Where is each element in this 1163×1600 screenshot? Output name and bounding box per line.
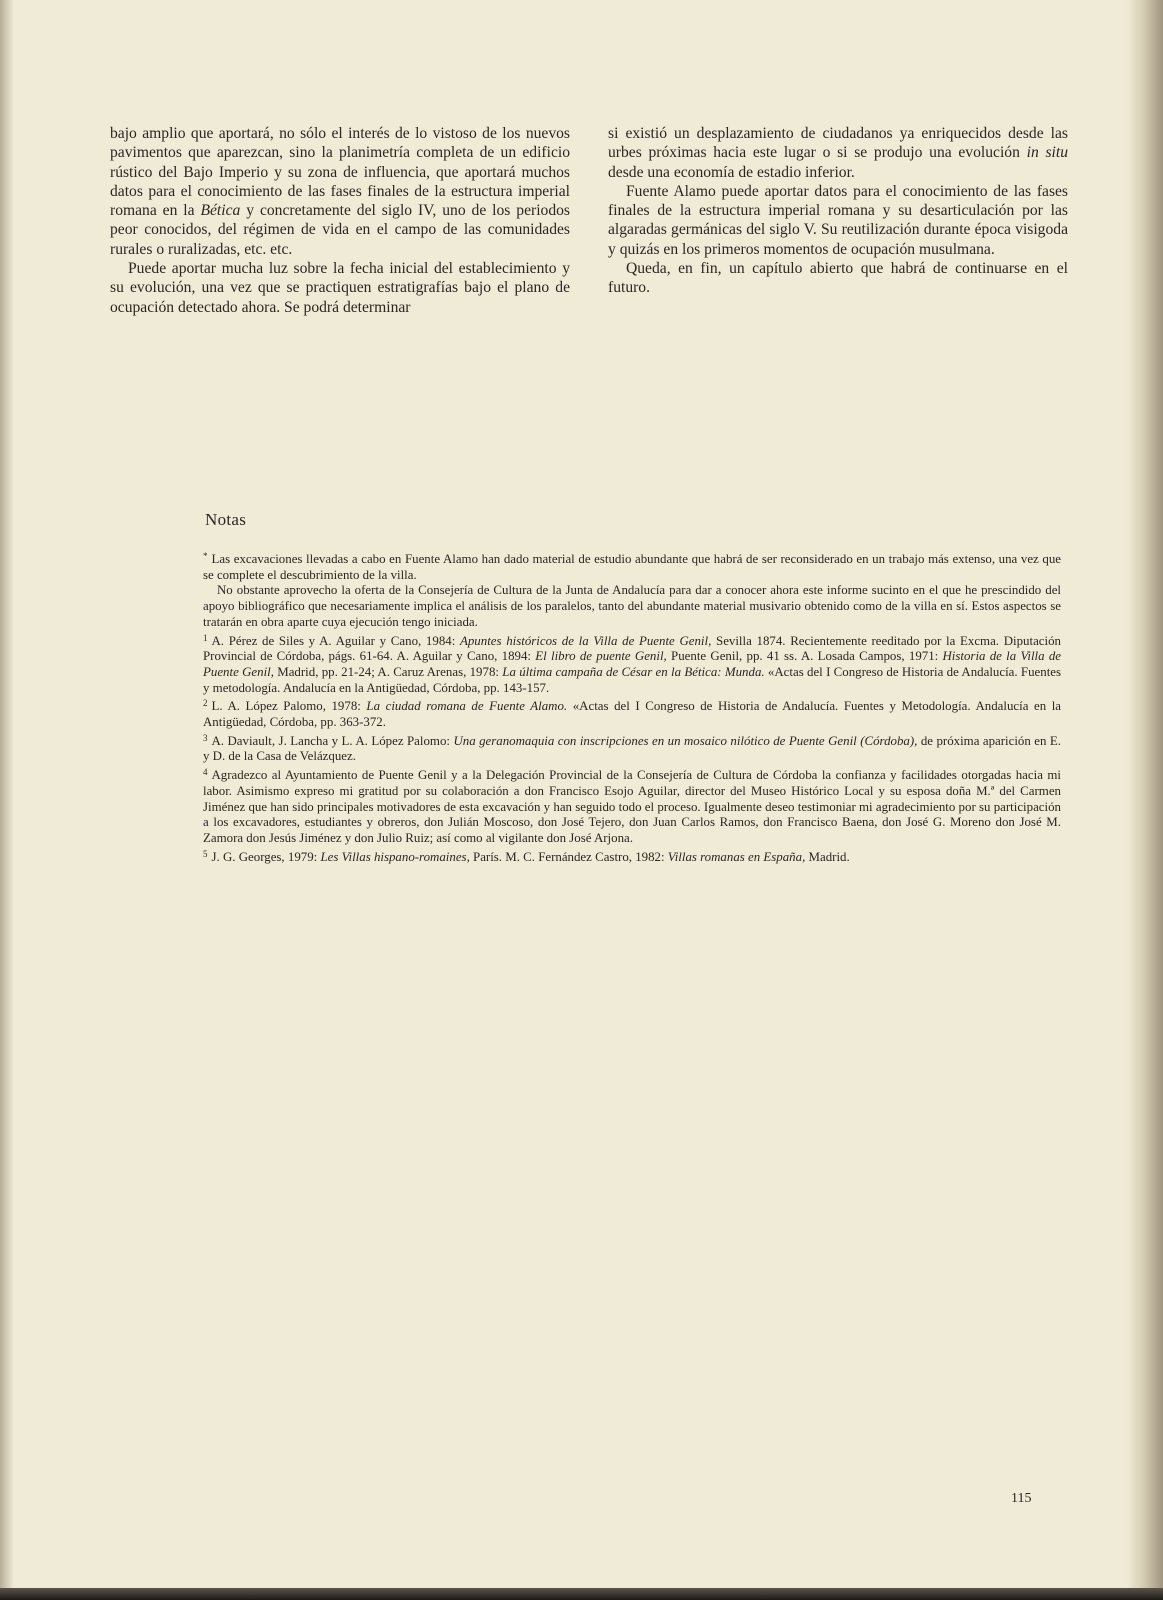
note-4: [203, 765, 1061, 847]
note-star-continuation: No obstante aprovecho la oferta de la Consejería de Cultura de la Junta de Andalucía para dar a conocer ahora este informe sucinto en el que he prescindido del apoyo bibliográfico que necesariamente implica el análisis de los paralelos, tanto del abundante material musivario obtenido como de la villa en sí. Estos aspectos se tratarán en obra aparte cuya ejecución tengo iniciada.: [203, 583, 1061, 629]
citation-title: Una geranomaquia con inscripciones en un mosaico nilótico de Puente Genil (Córdoba),: [453, 733, 918, 748]
note-text: J. G. Georges, 1979:: [211, 849, 321, 864]
text-run: bajo amplio que aportará, no sólo el interés de lo vistoso de los nuevos pavimentos que aparezcan, sino la planimetría completa de un edificio rústico del Bajo Imperio y su zona de influencia, que aportará muchos datos para el conocimiento de las fases finales de la estructura imperial romana en la: [110, 125, 570, 220]
paragraph: Puede aportar mucha luz sobre la fecha inicial del establecimiento y su evolución, una vez que se practiquen estratigrafías bajo el plano de ocupación detectado ahora. Se podrá determinar: [110, 260, 570, 316]
note-text: «Actas del I Congreso de Historia de Andalucía. Fuentes y metodología. Andalucía en la Antigüedad, Córdoba, pp. 143-157.: [203, 664, 1062, 695]
note-text: «Actas del I Congreso de Historia de Andalucía. Fuentes y Metodología. Andalucía en la Antigüedad, Córdoba, pp. 363-372.: [203, 699, 1062, 730]
note-marker: 4: [203, 767, 208, 778]
body-left-column: [110, 124, 570, 317]
note-marker: *: [203, 551, 208, 561]
citation-title: Apuntes históricos de la Villa de Puente Genil,: [459, 633, 712, 648]
text-run: y concretamente del siglo IV, uno de los periodos peor conocidos, del régimen de vida en el campo de las comunidades rurales o ruralizadas, etc. etc.: [110, 202, 570, 258]
note-3: [203, 731, 1061, 765]
citation-title: La ciudad romana de Fuente Alamo.: [366, 699, 568, 714]
note-marker: 3: [203, 732, 208, 743]
notes-section: [203, 549, 1061, 865]
note-text: de próxima aparición en E. y D. de la Casa de Velázquez.: [203, 733, 1061, 764]
italic-term: Bética: [200, 202, 241, 220]
note-text: Puente Genil, pp. 41 ss. A. Losada Campos, 1971:: [666, 649, 943, 664]
page-left-shadow: [0, 0, 14, 1600]
page-right-shadow: [1127, 0, 1163, 1600]
citation-title: Villas romanas en España,: [667, 849, 806, 864]
note-text: Madrid.: [805, 849, 850, 864]
note-1: [203, 631, 1061, 697]
citation-title: El libro de puente Genil,: [535, 649, 667, 664]
note-text: Agradezco al Ayuntamiento de Puente Genil y a la Delegación Provincial de la Consejería de Cultura de Córdoba la confianza y facilidades otorgadas hacia mi labor. Asimismo expreso mi gratitud por su colaboración a don Francisco Esojo Aguilar, director del Museo Histórico Local y su esposa doña M.ª del Carmen Jiménez que han sido principales motivadores de esta excavación y han seguido todo el proceso. Igualmente deseo testimoniar mi agradecimiento por su participación a los excavadores, estudiantes y obreros, don Julián Moscoso, don José Tejero, don Juan Carlos Ramos, don Francisco Baena, don José G. Moreno don José M. Zamora don Jesús Jiménez y don Julio Ruiz; así como al vigilante don José Arjona.: [203, 768, 1061, 845]
note-text: París. M. C. Fernández Castro, 1982:: [469, 849, 668, 864]
text-run: si existió un desplazamiento de ciudadanos ya enriquecidos desde las urbes próximas hacia este lugar o si se produjo una evolución: [608, 125, 1068, 162]
note-star: [203, 549, 1061, 583]
paragraph: [608, 124, 1068, 182]
citation-title: Historia de la Villa de Puente Genil,: [203, 649, 1061, 679]
note-text: Sevilla 1874. Recientemente reeditado por la Excma. Diputación Provincial de Córdoba, págs. 61-64. A. Aguilar y Cano, 1894:: [203, 633, 1061, 664]
note-text: A. Pérez de Siles y A. Aguilar y Cano, 1984:: [211, 633, 460, 648]
note-text: A. Daviault, J. Lancha y L. A. López Palomo:: [211, 733, 454, 748]
note-text: Madrid, pp. 21-24; A. Caruz Arenas, 1978:: [273, 664, 503, 679]
note-marker: 2: [203, 698, 208, 709]
note-text: L. A. López Palomo, 1978:: [211, 699, 367, 714]
italic-term: in situ: [1026, 144, 1068, 162]
paragraph: Queda, en fin, un capítulo abierto que habrá de continuarse en el futuro.: [608, 260, 1068, 297]
page-bottom-edge: [0, 1588, 1163, 1600]
paragraph: [110, 124, 570, 259]
body-right-column: [608, 124, 1068, 298]
note-2: [203, 696, 1061, 730]
note-marker: 5: [203, 848, 208, 859]
notes-heading: Notas: [205, 510, 247, 529]
citation-title: La última campaña de César en la Bética: Munda.: [502, 664, 765, 679]
note-5: [203, 847, 1061, 866]
paragraph: Fuente Alamo puede aportar datos para el conocimiento de las fases finales de la estructura imperial romana y su desarticulación por las algaradas germánicas del siglo V. Su reutilización durante época visigoda y quizás en los primeros momentos de ocupación musulmana.: [608, 182, 1068, 258]
text-run: desde una economía de estadio inferior.: [608, 163, 855, 181]
note-marker: 1: [203, 632, 208, 643]
note-text: Las excavaciones llevadas a cabo en Fuente Alamo han dado material de estudio abundante que habrá de ser reconsiderado en un trabajo más extenso, una vez que se complete el descubrimiento de la villa.: [203, 552, 1061, 582]
page-number: 115: [1011, 1491, 1032, 1506]
citation-title: Les Villas hispano-romaines,: [320, 849, 470, 864]
